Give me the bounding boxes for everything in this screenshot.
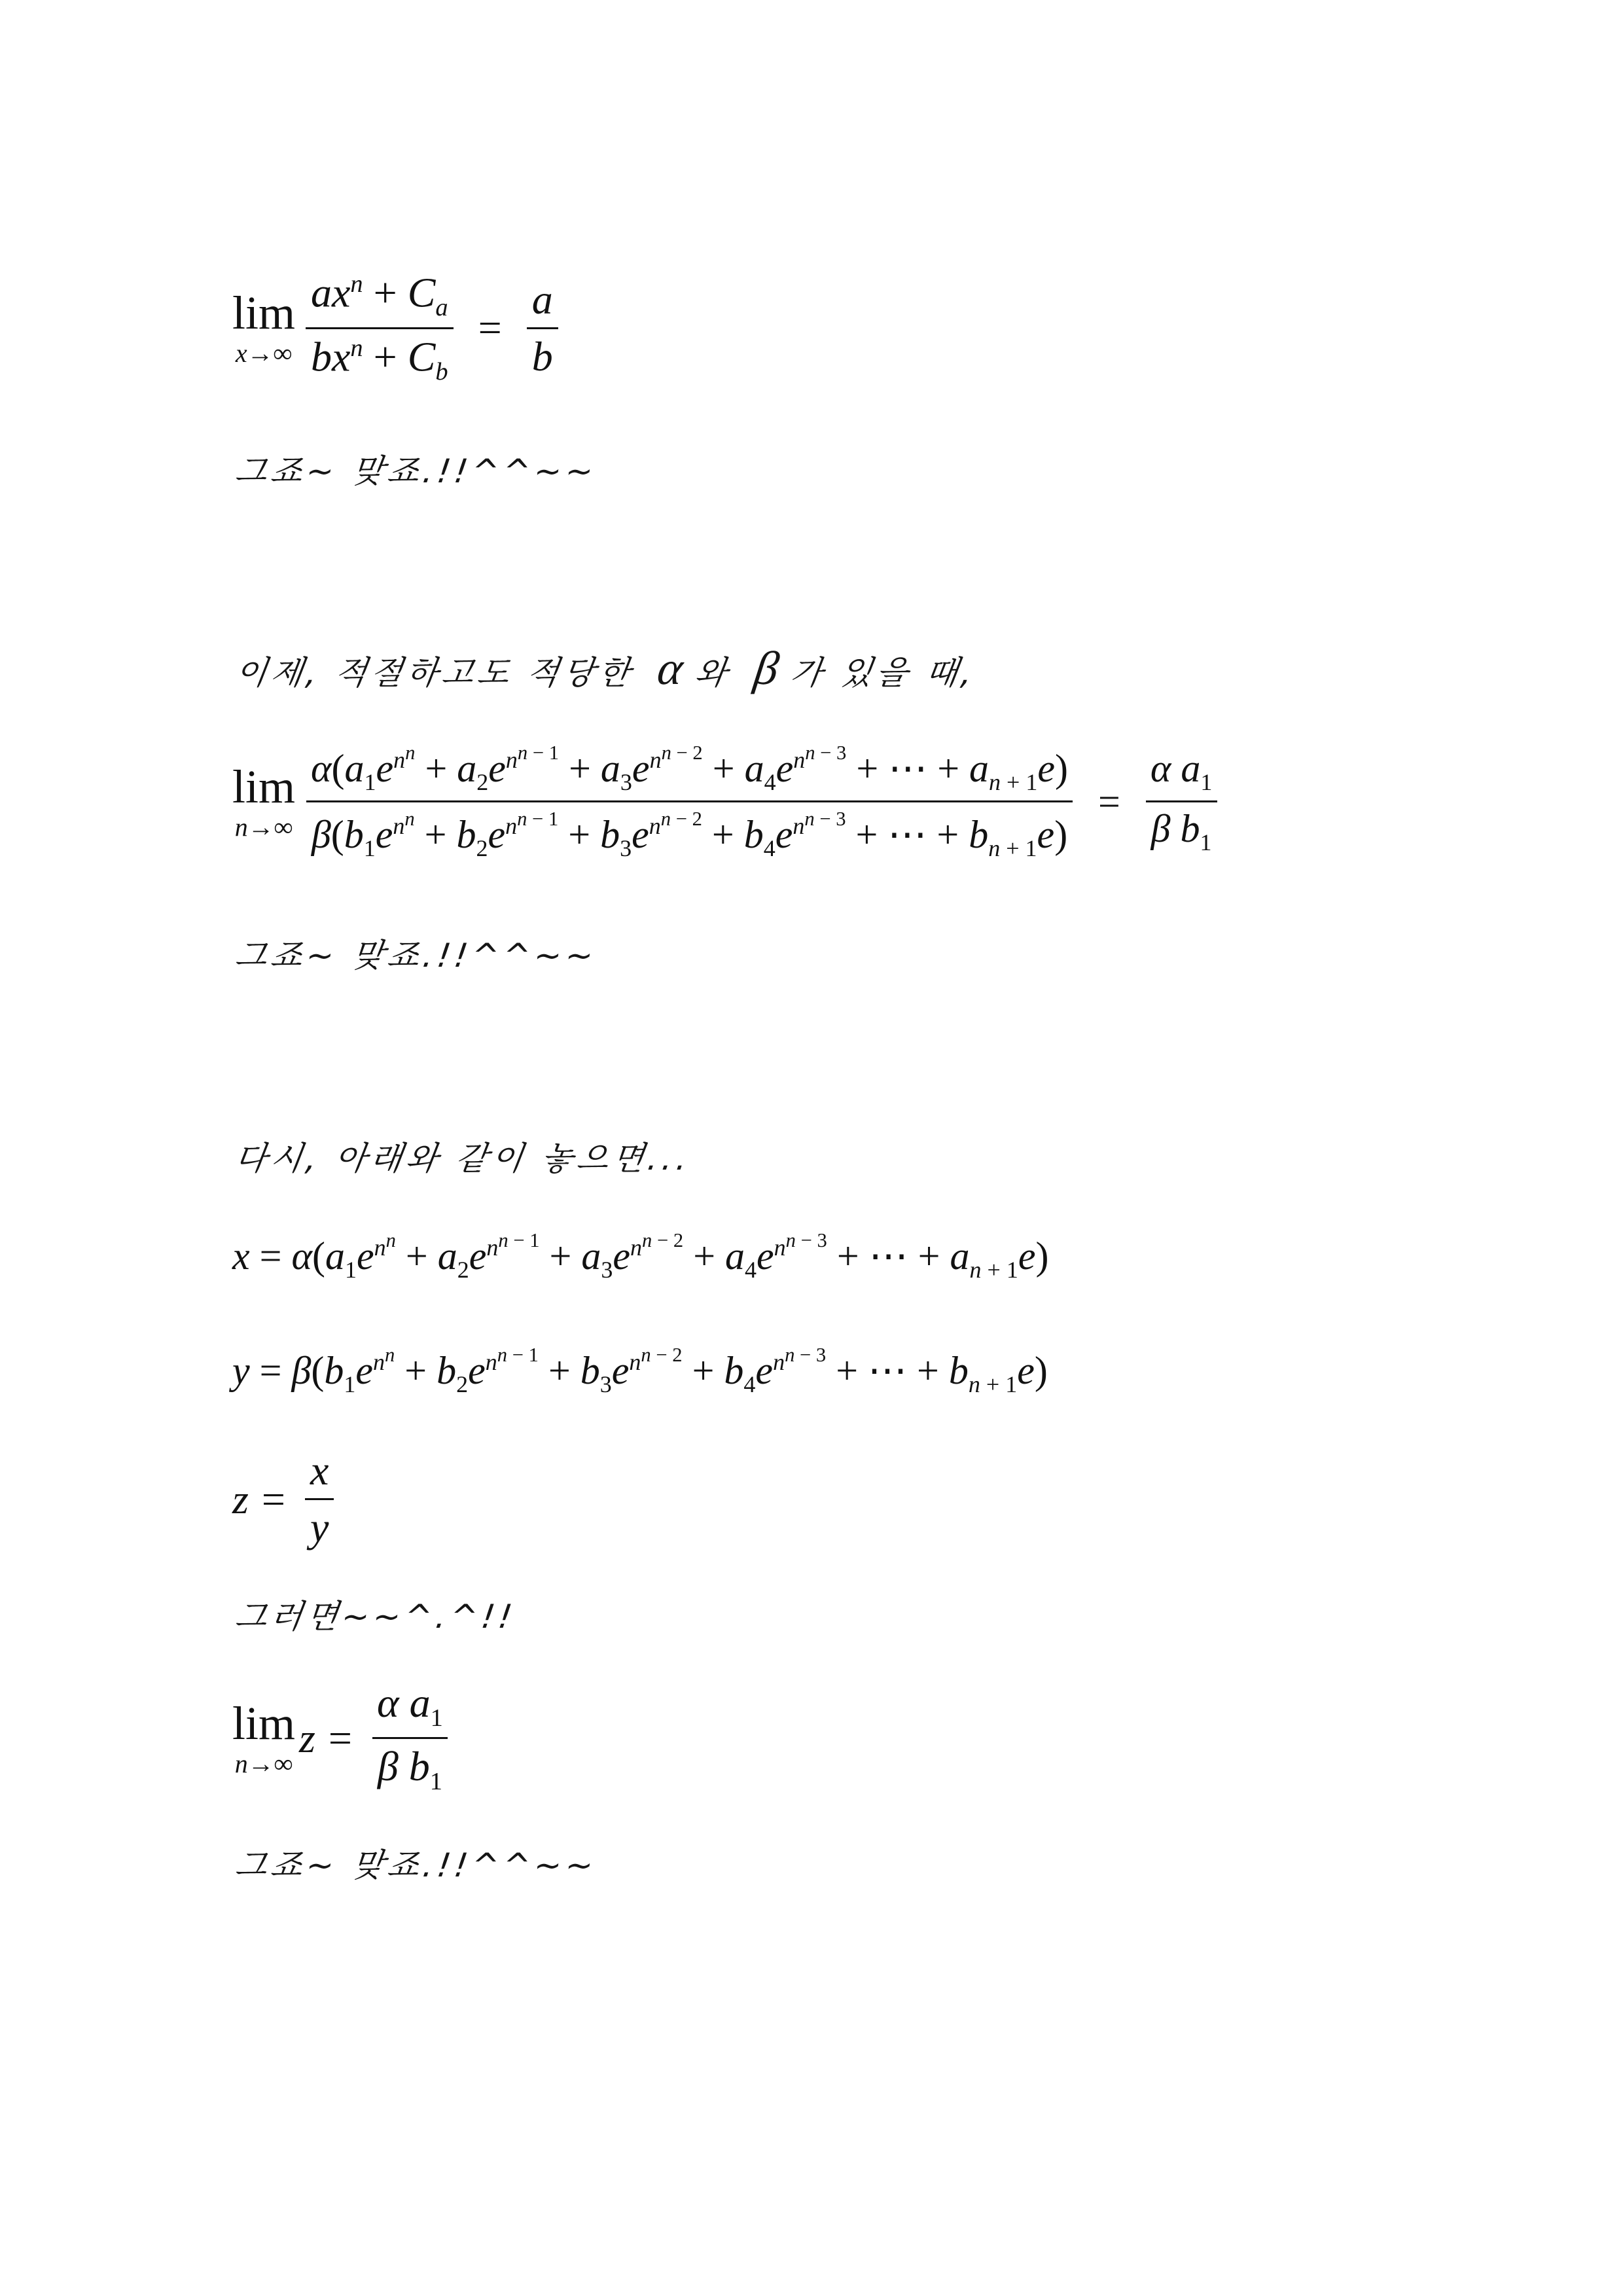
equation-y-definition: $y = \beta(b_1e^{n^n} + b_2e^{n^{n - 1}} + b_3e^{n^{n - 2}} + b_4e^{n^{n - 3}}$ + ⋯ + $b_{n + 1}e$) — [232, 1344, 1048, 1397]
equation-limit-exponential-ratio: lim n→∞ $\frac{\alpha(a_1e^{n^n} + a_2e^{n^{n - 1}} + a_3e^{n^{n - 2}} + a_4e^{n^{n - 3}} + \cdots + a_{n + 1}e)}{\beta(b_1e^{n^n} + b_2e^{n^{n - 1}} + b_3e^{n^{n - 2}} + b_4e^{n^{n - 3}} + \cdots + b_{n + 1}e)}$ = $\frac{\alpha a_1}{\beta b_1}$ — [232, 743, 1224, 860]
handwritten-note-again: 다시, 아래와 같이 놓으면... — [232, 1139, 694, 1177]
handwritten-note-confirm-1: 그죠~ 맞죠.!!^^~~ — [232, 452, 600, 490]
handwritten-note-confirm-2: 그죠~ 맞죠.!!^^~~ — [232, 937, 600, 975]
fraction-polynomials: $\frac{ax^n + C_a}{bx^n + C_b}$ — [306, 272, 454, 384]
equation-limit-polynomial-ratio: lim x→∞ $\frac{ax^n + C_a}{bx^n + C_b}$ = $\frac{a}{b}$ — [232, 272, 565, 384]
handwritten-note-intro: 이제, 적절하고도 적당한 α와 β가 있을 때, — [232, 642, 979, 694]
fraction-a-over-b: $\frac{a}{b}$ — [527, 279, 558, 378]
handwritten-note-then: 그러면~~^.^!! — [232, 1598, 519, 1636]
limit-operator: lim n→∞ — [232, 1696, 296, 1778]
limit-operator: lim n→∞ — [232, 760, 296, 842]
fraction-alpha-a1-over-beta-b1: $\frac{\alpha a_1}{\beta b_1}$ — [372, 1682, 448, 1794]
equation-limit-z: lim n→∞ z = $\frac{\alpha a_1}{\beta b_1}$ — [232, 1682, 455, 1794]
fraction-series: $\frac{\alpha(a_1e^{n^n} + a_2e^{n^{n - 1}} + a_3e^{n^{n - 2}} + a_4e^{n^{n - 3}} + \cdots + a_{n + 1}e)}{\beta(b_1e^{n^n} + b_2e^{n^{n - 1}} + b_3e^{n^{n - 2}} + b_4e^{n^{n - 3}} + \cdots + b_{n + 1}e)}$ — [306, 743, 1073, 860]
handwritten-note-confirm-3: 그죠~ 맞죠.!!^^~~ — [232, 1846, 600, 1884]
fraction-alpha-a1-over-beta-b1: $\frac{\alpha a_1}{\beta b_1}$ — [1145, 749, 1218, 854]
fraction-x-over-y: $\frac{x}{y}$ — [305, 1450, 334, 1549]
limit-operator: lim x→∞ — [232, 287, 296, 368]
equation-x-definition: $x = \alpha(a_1e^{n^n} + a_2e^{n^{n - 1}} + a_3e^{n^{n - 2}} + a_4e^{n^{n - 3}}$ + ⋯ + $a_{n + 1}e$) — [232, 1229, 1049, 1283]
equation-z-definition: z = $\frac{x}{y}$ — [232, 1450, 340, 1549]
